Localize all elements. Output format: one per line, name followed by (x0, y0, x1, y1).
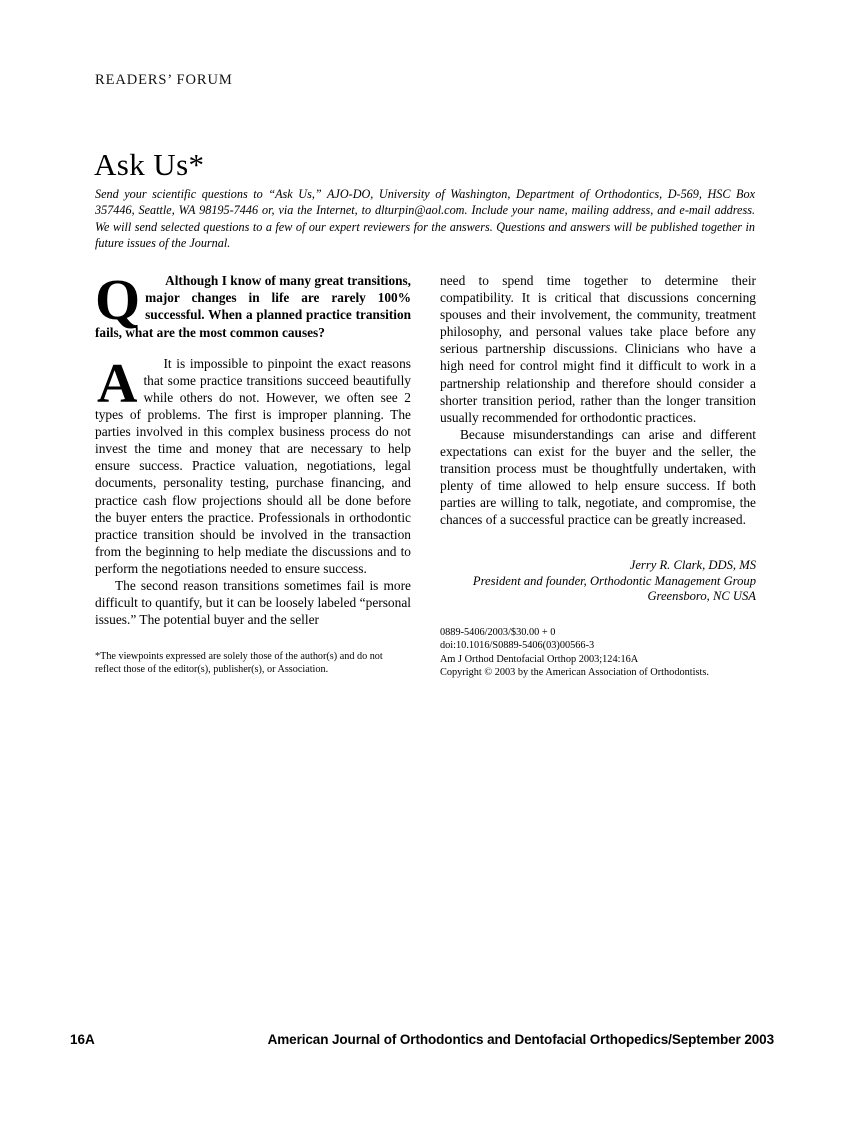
standfirst-note: Send your scientific questions to “Ask Us,” AJO-DO, University of Washington, Department of Orthodontics, D-569, HSC Box 357446, Seattle, WA 98195-7446 or, via the Internet, to dlturpin@aol.com. Include your name, mailing address, and e-mail address. We will send selected questions to a few of our expert reviewers for the answers. Questions and answers will be published together in future issues of the Journal. (95, 187, 755, 250)
answer-dropcap: A (97, 352, 138, 415)
author-signature (440, 558, 756, 605)
body-column-left (95, 267, 411, 628)
signature-location: Greensboro, NC USA (647, 589, 756, 604)
question-text: Although I know of many great transitions, major changes in life are rarely 100% successful. When a planned practice transition fails, what are the most common causes? (95, 273, 411, 340)
page-footer (0, 1032, 844, 1052)
answer-paragraph-1: It is impossible to pinpoint the exact reasons that some practice transitions succeed beautifully while others do not. However, we often see 2 types of problems. The first is improper planning. The parties involved in this complex business process do not invest the time and money that are necessary to help ensure success. Practice valuation, negotiations, legal documents, personality testing, purchase financing, and practice cash flow projections should all be done before the buyer enters the practice. Professionals in orthodontic practice transition should be involved in the transaction from the beginning to help mediate the discussions and to perform the negotiations needed to ensure success. (95, 355, 411, 576)
doi-line: doi:10.1016/S0889-5406(03)00566-3 (440, 640, 595, 652)
question-dropcap: Q (95, 267, 141, 332)
answer-paragraph-2-continued: need to spend time together to determine their compatibility. It is critical that discussions concerning spouses and their involvement, the community, treatment philosophy, and personal values take place before any serious partnership discussions. Clinicians who have a high need for control might find it difficult to work in a partnership relationship and therefore should consider a shorter transition period, rather than the longer transition usually recommended for orthodontic practices. (440, 273, 756, 425)
answer-paragraph-3: Because misunderstandings can arise and different expectations can exist for the buyer and the seller, the transition process must be thoughtfully undertaken, with plenty of time allowed to help ensure success. If both parties are willing to talk, negotiate, and compromise, the chances of a successful practice can be greatly increased. (440, 426, 756, 528)
body-column-right (440, 272, 756, 528)
imprint-block (440, 626, 770, 680)
journal-footer-line: American Journal of Orthodontics and Dentofacial Orthopedics/September 2003 (267, 1032, 774, 1047)
answer-block (95, 352, 411, 577)
answer-paragraph-2-start: The second reason transitions sometimes fail is more difficult to quantify, but it can be loosely labeled “personal issues.” The potential buyer and the seller (95, 578, 411, 628)
footnote (95, 650, 411, 676)
footnote-marker: * (95, 651, 101, 662)
citation-line: Am J Orthod Dentofacial Orthop 2003;124:16A (440, 653, 639, 665)
copyright-line: Copyright © 2003 by the American Association of Orthodontists. (440, 667, 709, 679)
issn-line: 0889-5406/2003/$30.00 + 0 (440, 627, 556, 638)
folio-number: 16A (70, 1032, 95, 1047)
question-block (95, 267, 411, 341)
running-head: READERS’ FORUM (95, 72, 233, 88)
signature-role: President and founder, Orthodontic Management Group (472, 573, 756, 588)
footnote-text: The viewpoints expressed are solely those of the author(s) and do not reflect those of the editor(s), publisher(s), or Association. (95, 651, 383, 676)
signature-name: Jerry R. Clark, DDS, MS (629, 558, 756, 572)
page-title: Ask Us* (94, 146, 205, 182)
